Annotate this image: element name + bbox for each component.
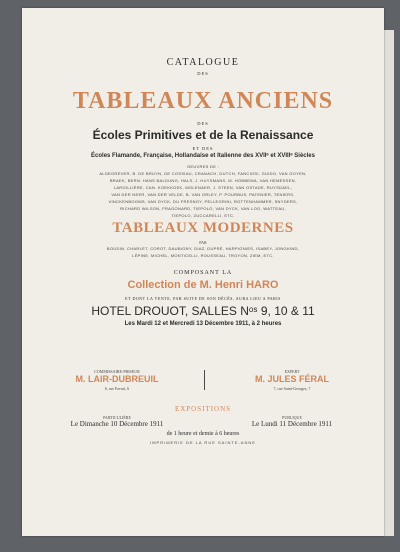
- expert-name: M. JULES FÉRAL: [254, 374, 329, 384]
- column-divider: [204, 370, 205, 390]
- composant-label: COMPOSANT LA: [173, 270, 233, 276]
- ecoles-primitives: Écoles Primitives et de la Renaissance: [92, 128, 314, 142]
- artists-anciens-line: VAN DER NEER, VAN DER VELDE, B. VAN ORLEY, P. POURBUS, PATENIER, TENIERS,: [111, 192, 295, 197]
- underlying-page-edge: [384, 30, 394, 536]
- artists-anciens-line: RICHARD WILSON, FRAGONARD, TIEPOLO, VAN DYCK, VAN LOO, WATTEAU,: [120, 206, 286, 211]
- commissaire-role: COMMISSAIRE-PRISEUR: [94, 369, 140, 374]
- title-tableaux-modernes: TABLEAUX MODERNES: [112, 220, 294, 236]
- expert-role: EXPERT: [284, 369, 300, 374]
- hotel-drouot: HOTEL DROUOT, SALLES Nᵒˢ 9, 10 & 11: [91, 304, 315, 318]
- artists-modernes-line: LÉPINE, MICHEL, MONTICELLI, ROUSSEAU, TROYON, ZIEM, ETC.: [132, 253, 274, 258]
- vente-notice: ET DONT LA VENTE, PAR SUITE DE SON DÉCÈS, AURA LIEU A PARIS: [125, 296, 281, 301]
- ecoles-line: Écoles Flamande, Française, Hollandaise et Italienne des XVIIᵉ et XVIIIᵉ Siècles: [91, 153, 315, 159]
- expo-publique-label: PUBLIQUE: [282, 415, 302, 420]
- catalogue-cover: [22, 8, 384, 536]
- artists-anciens-line: ALDEGREVER, B. DE BRUYN, DE COSSIAU, CRANACH, DUTCH, FANCIOSI, GUIDO, VAN GOYEN,: [99, 171, 307, 176]
- artists-anciens-line: LARGILLIÈRE, CAN. KOEKKOEK, MOLENAER, J. STEEN, VAN OSTADE, RUYSDAEL,: [113, 185, 293, 190]
- par-label: PAR: [199, 240, 207, 245]
- expo-particuliere-label: PARTICULIÈRE: [103, 415, 131, 420]
- expert-address: 7, rue Saint-Georges, 7: [273, 386, 311, 391]
- et-des-label: ET DES: [192, 146, 214, 151]
- artists-anciens-line: BRAEK, BERN. HANS BALDUNG, HALS, J. HUYSMANS, M. HOBBEMA, VAN HEMESSEN,: [109, 178, 297, 183]
- title-tableaux-anciens: TABLEAUX ANCIENS: [72, 88, 334, 114]
- artists-anciens-line: VINCKENBOOMS, VAN DYCK, DU FRESNOY, PELLEGRINI, ROTTENHAMMER, SNYDERS,: [108, 199, 298, 204]
- artists-anciens-line: OEUVRES DE :: [186, 164, 220, 169]
- expo-particuliere-date: Le Dimanche 10 Décembre 1911: [70, 420, 164, 428]
- expo-publique-date: Le Lundi 11 Décembre 1911: [251, 420, 333, 428]
- commissaire-name: M. LAIR-DUBREUIL: [75, 374, 159, 384]
- expositions-heading: EXPOSITIONS: [174, 405, 232, 413]
- printer-imprint: IMPRIMERIE DE LA RUE SAINTE-ANNE: [150, 440, 256, 445]
- sale-dates: Les Mardi 12 et Mercredi 13 Décembre 1911, à 2 heures: [124, 321, 282, 327]
- catalogue-heading: CATALOGUE: [166, 57, 240, 68]
- artists-anciens-line: TIEPOLO, ZUCCARELLI, ETC.: [171, 213, 235, 218]
- des-label-2: DES: [197, 121, 209, 126]
- des-label: DES: [197, 71, 209, 76]
- artists-modernes-line: BOUDIN, CHARLET, COROT, DAUBIGNY, DIAZ, DUPRÉ, HARPIGNIES, ISABEY, JONGKIND,: [106, 246, 300, 251]
- exposition-hours: de 1 heure et demie à 6 heures: [166, 431, 240, 437]
- collection-name: Collection de M. Henri HARO: [127, 279, 279, 291]
- commissaire-address: 6, rue Favart, 6: [104, 386, 130, 391]
